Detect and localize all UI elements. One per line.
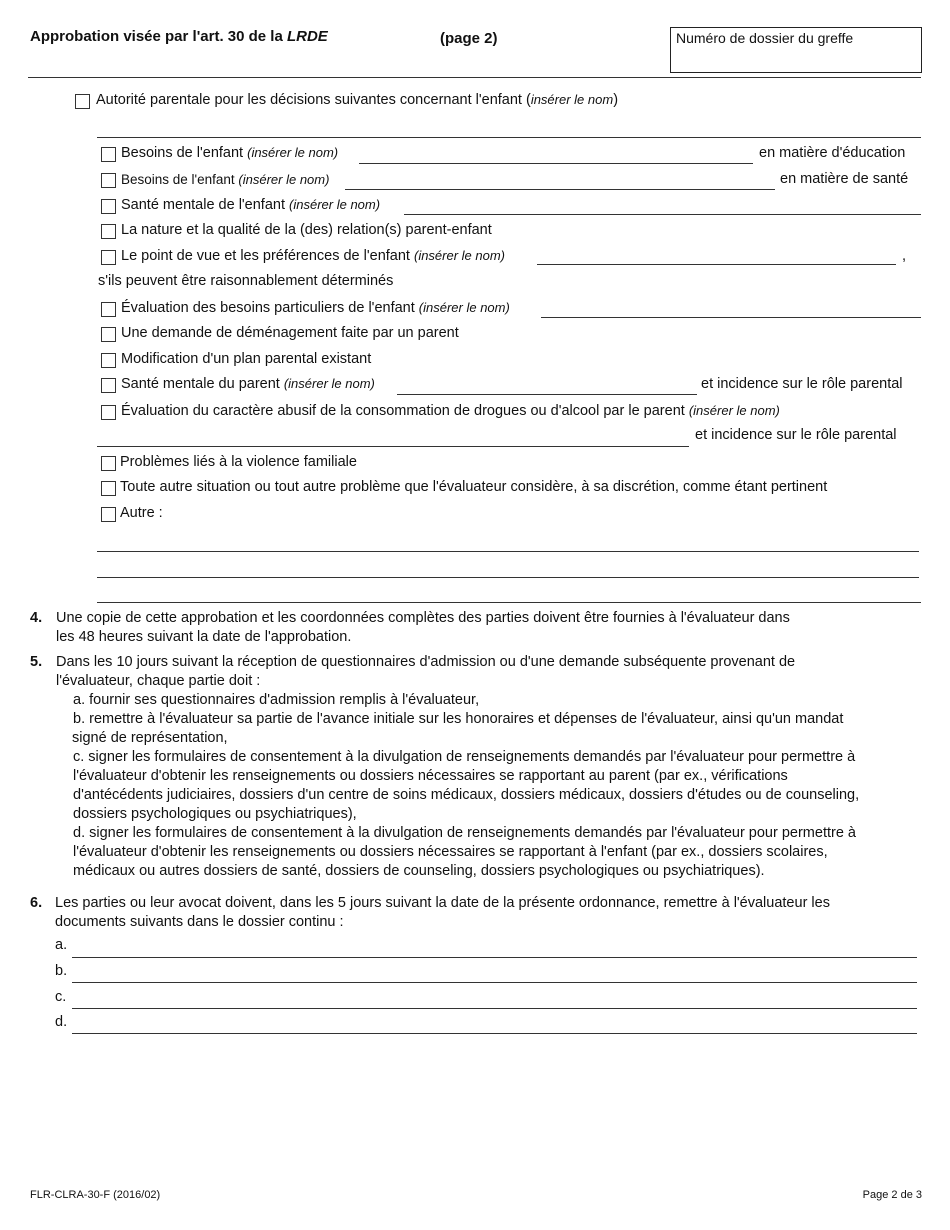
modification-label: Modification d'un plan parental existant bbox=[121, 351, 372, 367]
item-6d-line[interactable] bbox=[72, 1033, 917, 1034]
other-line-2[interactable] bbox=[97, 577, 919, 578]
education-needs-label bbox=[121, 145, 338, 161]
special-needs-label bbox=[121, 300, 510, 316]
child-mental-health-text: Santé mentale de l'enfant bbox=[121, 197, 285, 213]
item-5-number: 5. bbox=[30, 654, 43, 670]
file-number-field[interactable] bbox=[670, 27, 922, 73]
parent-mental-health-hint: (insérer le nom) bbox=[283, 376, 375, 391]
item-6-number: 6. bbox=[30, 895, 43, 911]
child-mental-health-line[interactable] bbox=[404, 214, 921, 215]
form-id: FLR-CLRA-30-F (2016/02) bbox=[30, 1189, 161, 1201]
page-indicator: (page 2) bbox=[440, 30, 498, 47]
child-mental-health-hint: (insérer le nom) bbox=[289, 197, 381, 212]
other-line-1[interactable] bbox=[97, 551, 919, 552]
health-needs-suffix: en matière de santé bbox=[780, 171, 909, 187]
health-needs-checkbox[interactable] bbox=[101, 173, 116, 188]
parental-authority-label bbox=[96, 92, 618, 108]
special-needs-checkbox[interactable] bbox=[101, 302, 116, 317]
item-5-line: Dans les 10 jours suivant la réception de questionnaires d'admission ou d'une demande subséquente provenant de bbox=[56, 654, 796, 670]
parental-authority-checkbox[interactable] bbox=[75, 94, 90, 109]
family-violence-checkbox[interactable] bbox=[101, 456, 116, 471]
item-4-line: Une copie de cette approbation et les coordonnées complètes des parties doivent être fournies à l'évaluateur dans bbox=[56, 610, 790, 626]
relocation-label: Une demande de déménagement faite par un parent bbox=[121, 325, 459, 341]
item-6d-label: d. bbox=[55, 1014, 68, 1030]
form-title-law: LRDE bbox=[286, 28, 328, 45]
relationship-checkbox[interactable] bbox=[101, 224, 116, 239]
item-4-text bbox=[56, 609, 926, 647]
substance-abuse-checkbox[interactable] bbox=[101, 405, 116, 420]
views-name-line[interactable] bbox=[537, 264, 896, 265]
form-title bbox=[30, 28, 328, 45]
item-6b-label: b. bbox=[55, 963, 68, 979]
item-5d-cont: l'évaluateur d'obtenir les renseignements ou dossiers nécessaires se rapportant à l'enfant (par ex., dossiers scolaires, bbox=[73, 844, 828, 860]
views-preferences-label bbox=[121, 248, 505, 264]
views-preferences-checkbox[interactable] bbox=[101, 250, 116, 265]
views-preferences-hint: (insérer le nom) bbox=[413, 248, 506, 263]
family-violence-label: Problèmes liés à la violence familiale bbox=[120, 454, 357, 470]
health-name-line[interactable] bbox=[345, 189, 775, 190]
item-6b-line[interactable] bbox=[72, 982, 917, 983]
substance-name-line[interactable] bbox=[97, 446, 689, 447]
item-4-line: les 48 heures suivant la date de l'approbation. bbox=[56, 629, 352, 645]
item-6c-line[interactable] bbox=[72, 1008, 917, 1009]
views-continuation: s'ils peuvent être raisonnablement déterminés bbox=[98, 273, 394, 289]
health-needs-hint: (insérer le nom) bbox=[238, 172, 330, 187]
item-5c: c. signer les formulaires de consentement à la divulgation de renseignements demandés par l'évaluateur pour permettre à bbox=[73, 749, 856, 765]
parent-mental-health-label bbox=[121, 376, 375, 392]
item-6-line: Les parties ou leur avocat doivent, dans les 5 jours suivant la date de la présente ordonnance, remettre à l'évaluateur les bbox=[55, 895, 830, 911]
form-title-prefix: Approbation visée par l'art. 30 de la bbox=[30, 28, 287, 45]
item-5a: a. fournir ses questionnaires d'admission remplis à l'évaluateur, bbox=[73, 692, 480, 708]
item-6-line: documents suivants dans le dossier continu : bbox=[55, 914, 344, 930]
parent-mental-health-suffix: et incidence sur le rôle parental bbox=[701, 376, 903, 392]
other-line-3[interactable] bbox=[97, 602, 921, 603]
substance-abuse-label bbox=[121, 403, 780, 419]
special-needs-hint: (insérer le nom) bbox=[418, 300, 510, 315]
education-needs-text: Besoins de l'enfant bbox=[121, 145, 244, 161]
parent-mental-health-text: Santé mentale du parent bbox=[121, 376, 280, 392]
substance-abuse-text: Évaluation du caractère abusif de la consommation de drogues ou d'alcool par le parent bbox=[121, 403, 685, 419]
special-needs-line[interactable] bbox=[541, 317, 921, 318]
relationship-label: La nature et la qualité de la (des) relation(s) parent-enfant bbox=[121, 222, 492, 238]
item-5d: d. signer les formulaires de consentement à la divulgation de renseignements demandés par l'évaluateur pour permettre à bbox=[73, 825, 856, 841]
education-needs-checkbox[interactable] bbox=[101, 147, 116, 162]
parent-mental-health-line[interactable] bbox=[397, 394, 697, 395]
substance-abuse-hint: (insérer le nom) bbox=[688, 403, 780, 418]
item-5c-cont: l'évaluateur d'obtenir les renseignements ou dossiers nécessaires se rapportant au parent (par ex., vérifications bbox=[73, 768, 788, 784]
other-label: Autre : bbox=[120, 505, 163, 521]
item-5b: b. remettre à l'évaluateur sa partie de l'avance initiale sur les honoraires et dépenses de l'évaluateur, ainsi qu'un mandat bbox=[73, 711, 844, 727]
item-5d-cont: médicaux ou autres dossiers de santé, dossiers de counseling, dossiers psychologiques ou psychiatriques). bbox=[73, 863, 765, 879]
other-checkbox[interactable] bbox=[101, 507, 116, 522]
item-5c-cont: dossiers psychologiques ou psychiatriques), bbox=[73, 806, 357, 822]
file-number-label: Numéro de dossier du greffe bbox=[676, 30, 854, 46]
education-name-line[interactable] bbox=[359, 163, 753, 164]
parental-authority-close: ) bbox=[613, 92, 619, 108]
child-mental-health-checkbox[interactable] bbox=[101, 199, 116, 214]
item-4-number: 4. bbox=[30, 610, 43, 626]
other-issue-checkbox[interactable] bbox=[101, 481, 116, 496]
health-needs-text: Besoins de l'enfant bbox=[121, 172, 235, 187]
education-needs-suffix: en matière d'éducation bbox=[759, 145, 906, 161]
health-needs-label bbox=[121, 172, 329, 187]
parent-mental-health-checkbox[interactable] bbox=[101, 378, 116, 393]
child-name-line[interactable] bbox=[97, 137, 921, 138]
relocation-checkbox[interactable] bbox=[101, 327, 116, 342]
item-5c-cont: d'antécédents judiciaires, dossiers d'un centre de soins médicaux, dossiers médicaux, dossiers d'études ou de counseling, bbox=[73, 787, 860, 803]
views-comma: , bbox=[902, 248, 907, 264]
page-number: Page 2 de 3 bbox=[862, 1189, 922, 1201]
item-5-line: l'évaluateur, chaque partie doit : bbox=[56, 673, 261, 689]
special-needs-text: Évaluation des besoins particuliers de l'enfant bbox=[121, 300, 415, 316]
education-needs-hint: (insérer le nom) bbox=[247, 145, 339, 160]
substance-abuse-suffix: et incidence sur le rôle parental bbox=[695, 427, 897, 443]
child-mental-health-label bbox=[121, 197, 380, 213]
header-divider bbox=[28, 77, 921, 78]
other-issue-label: Toute autre situation ou tout autre problème que l'évaluateur considère, à sa discrétion, comme étant pertinent bbox=[120, 479, 828, 495]
item-6a-line[interactable] bbox=[72, 957, 917, 958]
views-preferences-text: Le point de vue et les préférences de l'enfant bbox=[121, 248, 410, 264]
item-5-text bbox=[56, 653, 936, 881]
parental-authority-text: Autorité parentale pour les décisions suivantes concernant l'enfant ( bbox=[96, 92, 531, 108]
item-6-text bbox=[55, 894, 935, 932]
item-5b-cont: signé de représentation, bbox=[72, 730, 228, 746]
modification-checkbox[interactable] bbox=[101, 353, 116, 368]
item-6c-label: c. bbox=[55, 989, 67, 1005]
parental-authority-hint: insérer le nom bbox=[530, 92, 614, 107]
item-6a-label: a. bbox=[55, 937, 68, 953]
